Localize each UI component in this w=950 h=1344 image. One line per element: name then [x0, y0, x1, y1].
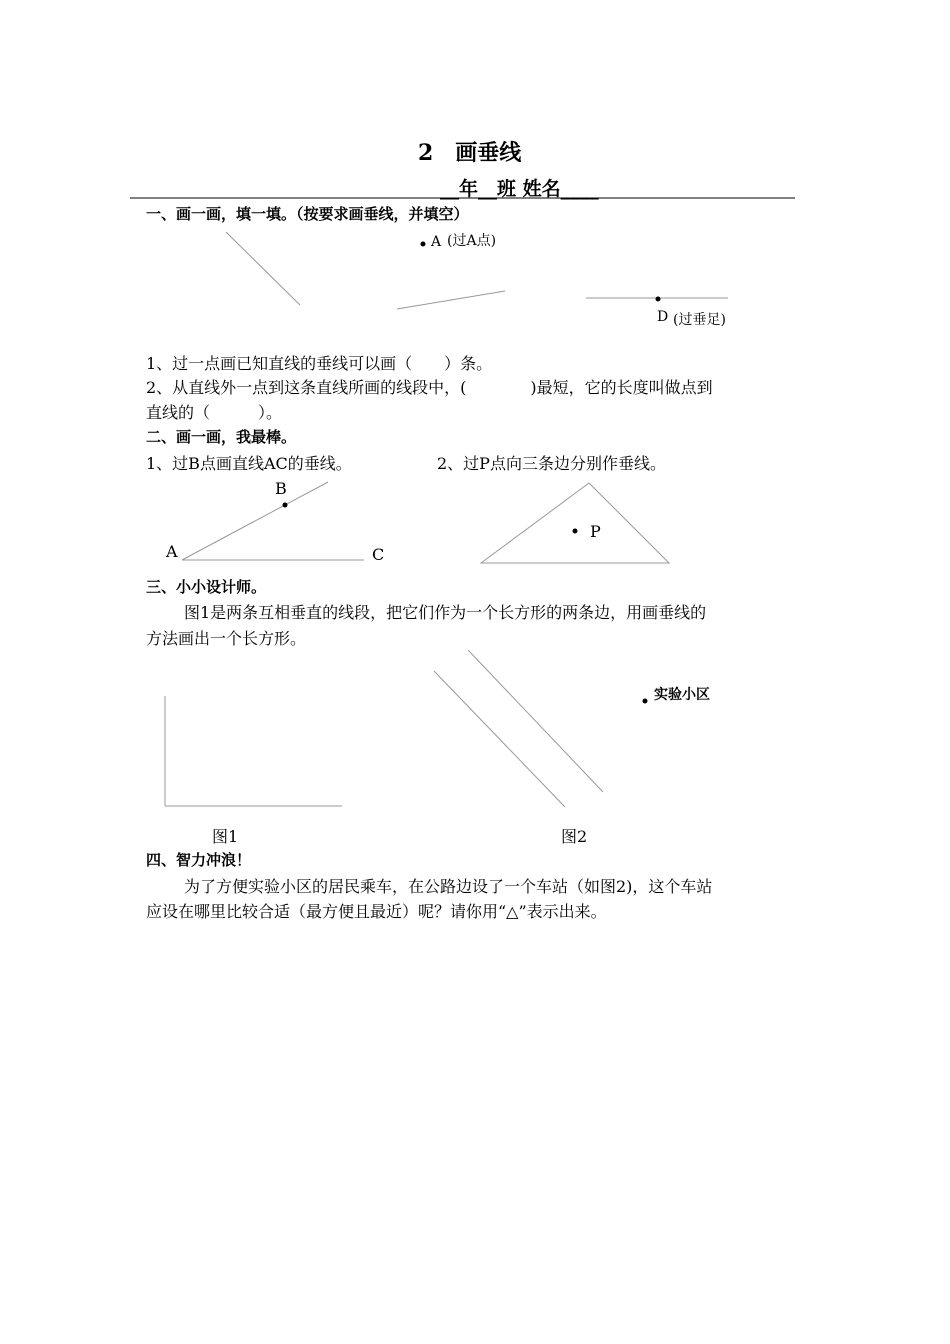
community-label: 实验小区	[654, 687, 710, 703]
section2-heading: 二、画一画，我最棒。	[146, 428, 297, 446]
label-c: C	[372, 545, 385, 564]
label-p: P	[590, 522, 601, 541]
section1-heading: 一、画一画，填一填。（按要求画垂线，并填空）	[146, 205, 469, 223]
s1-question-1: 1、过一点画已知直线的垂线可以画（ ）条。	[146, 354, 493, 373]
point-a	[421, 242, 426, 247]
triangle	[481, 483, 669, 563]
road-edge-2	[468, 650, 603, 792]
label-a: A	[166, 542, 178, 561]
point-d-note: (过垂足)	[673, 312, 726, 328]
s2-question-2: 2、过P点向三条边分别作垂线。	[437, 454, 666, 473]
community-point	[643, 699, 648, 704]
point-a-note: (过A点)	[447, 233, 497, 249]
line-ab	[182, 482, 328, 560]
fig1-caption: 图1	[212, 827, 239, 846]
class-name-line: __年__班 姓名____	[440, 178, 599, 200]
label-b: B	[275, 479, 287, 498]
s1-question-2-line2: 直线的（ ）。	[146, 403, 283, 422]
slanted-line-2	[397, 291, 505, 309]
point-d-label: D	[657, 309, 669, 325]
point-a-label: A	[431, 234, 442, 250]
page-title: 2 画垂线	[418, 140, 522, 166]
section3-heading: 三、小小设计师。	[146, 578, 267, 596]
road-edge-1	[434, 671, 565, 807]
s3-text-line1: 图1是两条互相垂直的线段，把它们作为一个长方形的两条边，用画垂线的	[184, 603, 707, 622]
section4-heading: 四、智力冲浪！	[146, 851, 252, 869]
s1-question-2-line1: 2、从直线外一点到这条直线所画的线段中，( )最短，它的长度叫做点到	[146, 378, 713, 397]
fig2-caption: 图2	[561, 827, 588, 846]
point-b	[283, 503, 288, 508]
point-d	[656, 297, 661, 302]
point-p	[573, 529, 578, 534]
s3-text-line2: 方法画出一个长方形。	[146, 629, 307, 648]
s4-text-line2: 应设在哪里比较合适（最方便且最近）呢？请你用“△”表示出来。	[146, 902, 607, 921]
s2-question-1: 1、过B点画直线AC的垂线。	[146, 454, 352, 473]
s4-text-line1: 为了方便实验小区的居民乘车，在公路边设了一个车站（如图2)，这个车站	[184, 877, 713, 896]
slanted-line-1	[226, 232, 300, 305]
